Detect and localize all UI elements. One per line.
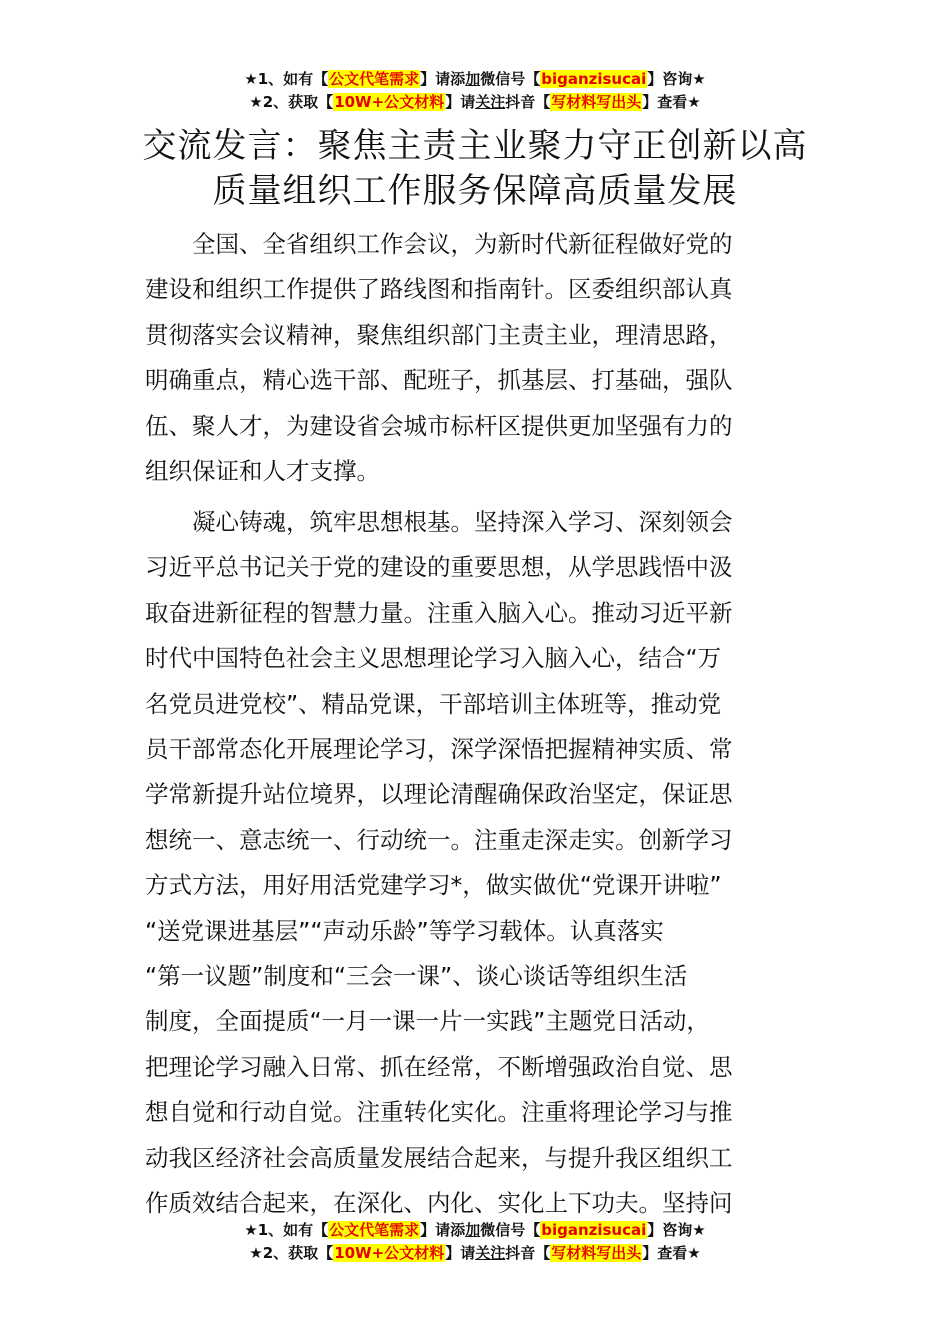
banner-highlight-douyin-name: 写材料写出头	[551, 93, 642, 111]
footer-banner	[0, 1219, 950, 1265]
paragraph-line: 时代中国特色社会主义思想理论学习入脑入心，结合“万	[145, 644, 722, 673]
banner-emphasis: 加	[465, 70, 481, 88]
banner-text: 抖音【	[505, 93, 551, 111]
paragraph-line: “第一议题”制度和“三会一课”、谈心谈话等组织生活	[145, 962, 688, 991]
banner-text: 微信号【	[480, 1221, 541, 1239]
banner-emphasis: 加	[465, 1221, 481, 1239]
banner-highlight: 公文代笔需求	[329, 70, 420, 88]
banner-emphasis: 关注	[475, 93, 506, 111]
banner-text: 】请添	[420, 70, 466, 88]
paragraph-line: 建设和组织工作提供了路线图和指南针。区委组织部认真	[145, 275, 733, 304]
paragraph-line: 取奋进新征程的智慧力量。注重入脑入心。推动习近平新	[145, 598, 733, 627]
paragraph-line: 学常新提升站位境界，以理论清醒确保政治坚定，保证思	[145, 780, 733, 809]
banner-line-2	[0, 1242, 950, 1265]
banner-text: 】咨询★	[647, 1221, 706, 1239]
header-banner	[0, 68, 950, 114]
banner-text: 微信号【	[480, 70, 541, 88]
banner-line-1	[0, 68, 950, 91]
paragraph-line: 想自觉和行动自觉。注重转化实化。注重将理论学习与推	[145, 1098, 733, 1127]
banner-line-1	[0, 1219, 950, 1242]
document-title	[120, 124, 830, 214]
body-paragraph-2	[145, 500, 810, 1227]
paragraph-line: 员干部常态化开展理论学习，深学深悟把握精神实质、常	[145, 735, 733, 764]
paragraph-line: 明确重点，精心选干部、配班子，抓基层、打基础，强队	[145, 366, 733, 395]
banner-text: 抖音【	[505, 1244, 551, 1262]
title-line: 质量组织工作服务保障高质量发展	[212, 171, 738, 211]
paragraph-line: 名党员进党校”、精品党课，干部培训主体班等，推动党	[145, 689, 722, 718]
banner-highlight: 10W+公文材料	[334, 1244, 445, 1262]
banner-text: 】咨询★	[647, 70, 706, 88]
title-line: 交流发言：聚焦主责主业聚力守正创新以高	[142, 126, 808, 166]
paragraph-line: 动我区经济社会高质量发展结合起来，与提升我区组织工	[145, 1143, 733, 1172]
paragraph-line: 组织保证和人才支撑。	[145, 457, 380, 486]
banner-text: ★1、如有【	[244, 1221, 329, 1239]
paragraph-line: 把理论学习融入日常、抓在经常，不断增强政治自觉、思	[145, 1052, 733, 1081]
banner-text: 】查看★	[642, 93, 701, 111]
banner-highlight: 10W+公文材料	[334, 93, 445, 111]
banner-highlight-wechat-id: biganzisucai	[541, 1221, 647, 1239]
banner-text: 】查看★	[642, 1244, 701, 1262]
paragraph-line: 想统一、意志统一、行动统一。注重走深走实。创新学习	[145, 825, 733, 854]
banner-text: ★2、获取【	[249, 1244, 334, 1262]
paragraph-line: 全国、全省组织工作会议，为新时代新征程做好党的	[192, 230, 733, 258]
banner-highlight-douyin-name: 写材料写出头	[551, 1244, 642, 1262]
paragraph-line: 方式方法，用好用活党建学习*，做实做优“党课开讲啦”	[145, 871, 722, 900]
paragraph-line: 贯彻落实会议精神，聚焦组织部门主责主业，理清思路，	[145, 320, 733, 349]
paragraph-line: 凝心铸魂，筑牢思想根基。坚持深入学习、深刻领会	[192, 508, 733, 536]
banner-highlight: 公文代笔需求	[329, 1221, 420, 1239]
banner-text: 】请	[445, 1244, 476, 1262]
banner-text: 】请	[445, 93, 476, 111]
paragraph-line: 作质效结合起来，在深化、内化、实化上下功夫。坚持问	[145, 1189, 733, 1218]
paragraph-line: 伍、聚人才，为建设省会城市标杆区提供更加坚强有力的	[145, 411, 733, 440]
banner-text: ★1、如有【	[244, 70, 329, 88]
banner-text: ★2、获取【	[249, 93, 334, 111]
banner-emphasis: 关注	[475, 1244, 506, 1262]
body-paragraph-1	[145, 222, 810, 494]
paragraph-line: 习近平总书记关于党的建设的重要思想，从学思践悟中汲	[145, 553, 733, 582]
banner-text: 】请添	[420, 1221, 466, 1239]
paragraph-line: “送党课进基层”“声动乐龄”等学习载体。认真落实	[145, 916, 664, 945]
banner-highlight-wechat-id: biganzisucai	[541, 70, 647, 88]
banner-line-2	[0, 91, 950, 114]
paragraph-line: 制度，全面提质“一月一课一片一实践”主题党日活动，	[145, 1007, 710, 1036]
